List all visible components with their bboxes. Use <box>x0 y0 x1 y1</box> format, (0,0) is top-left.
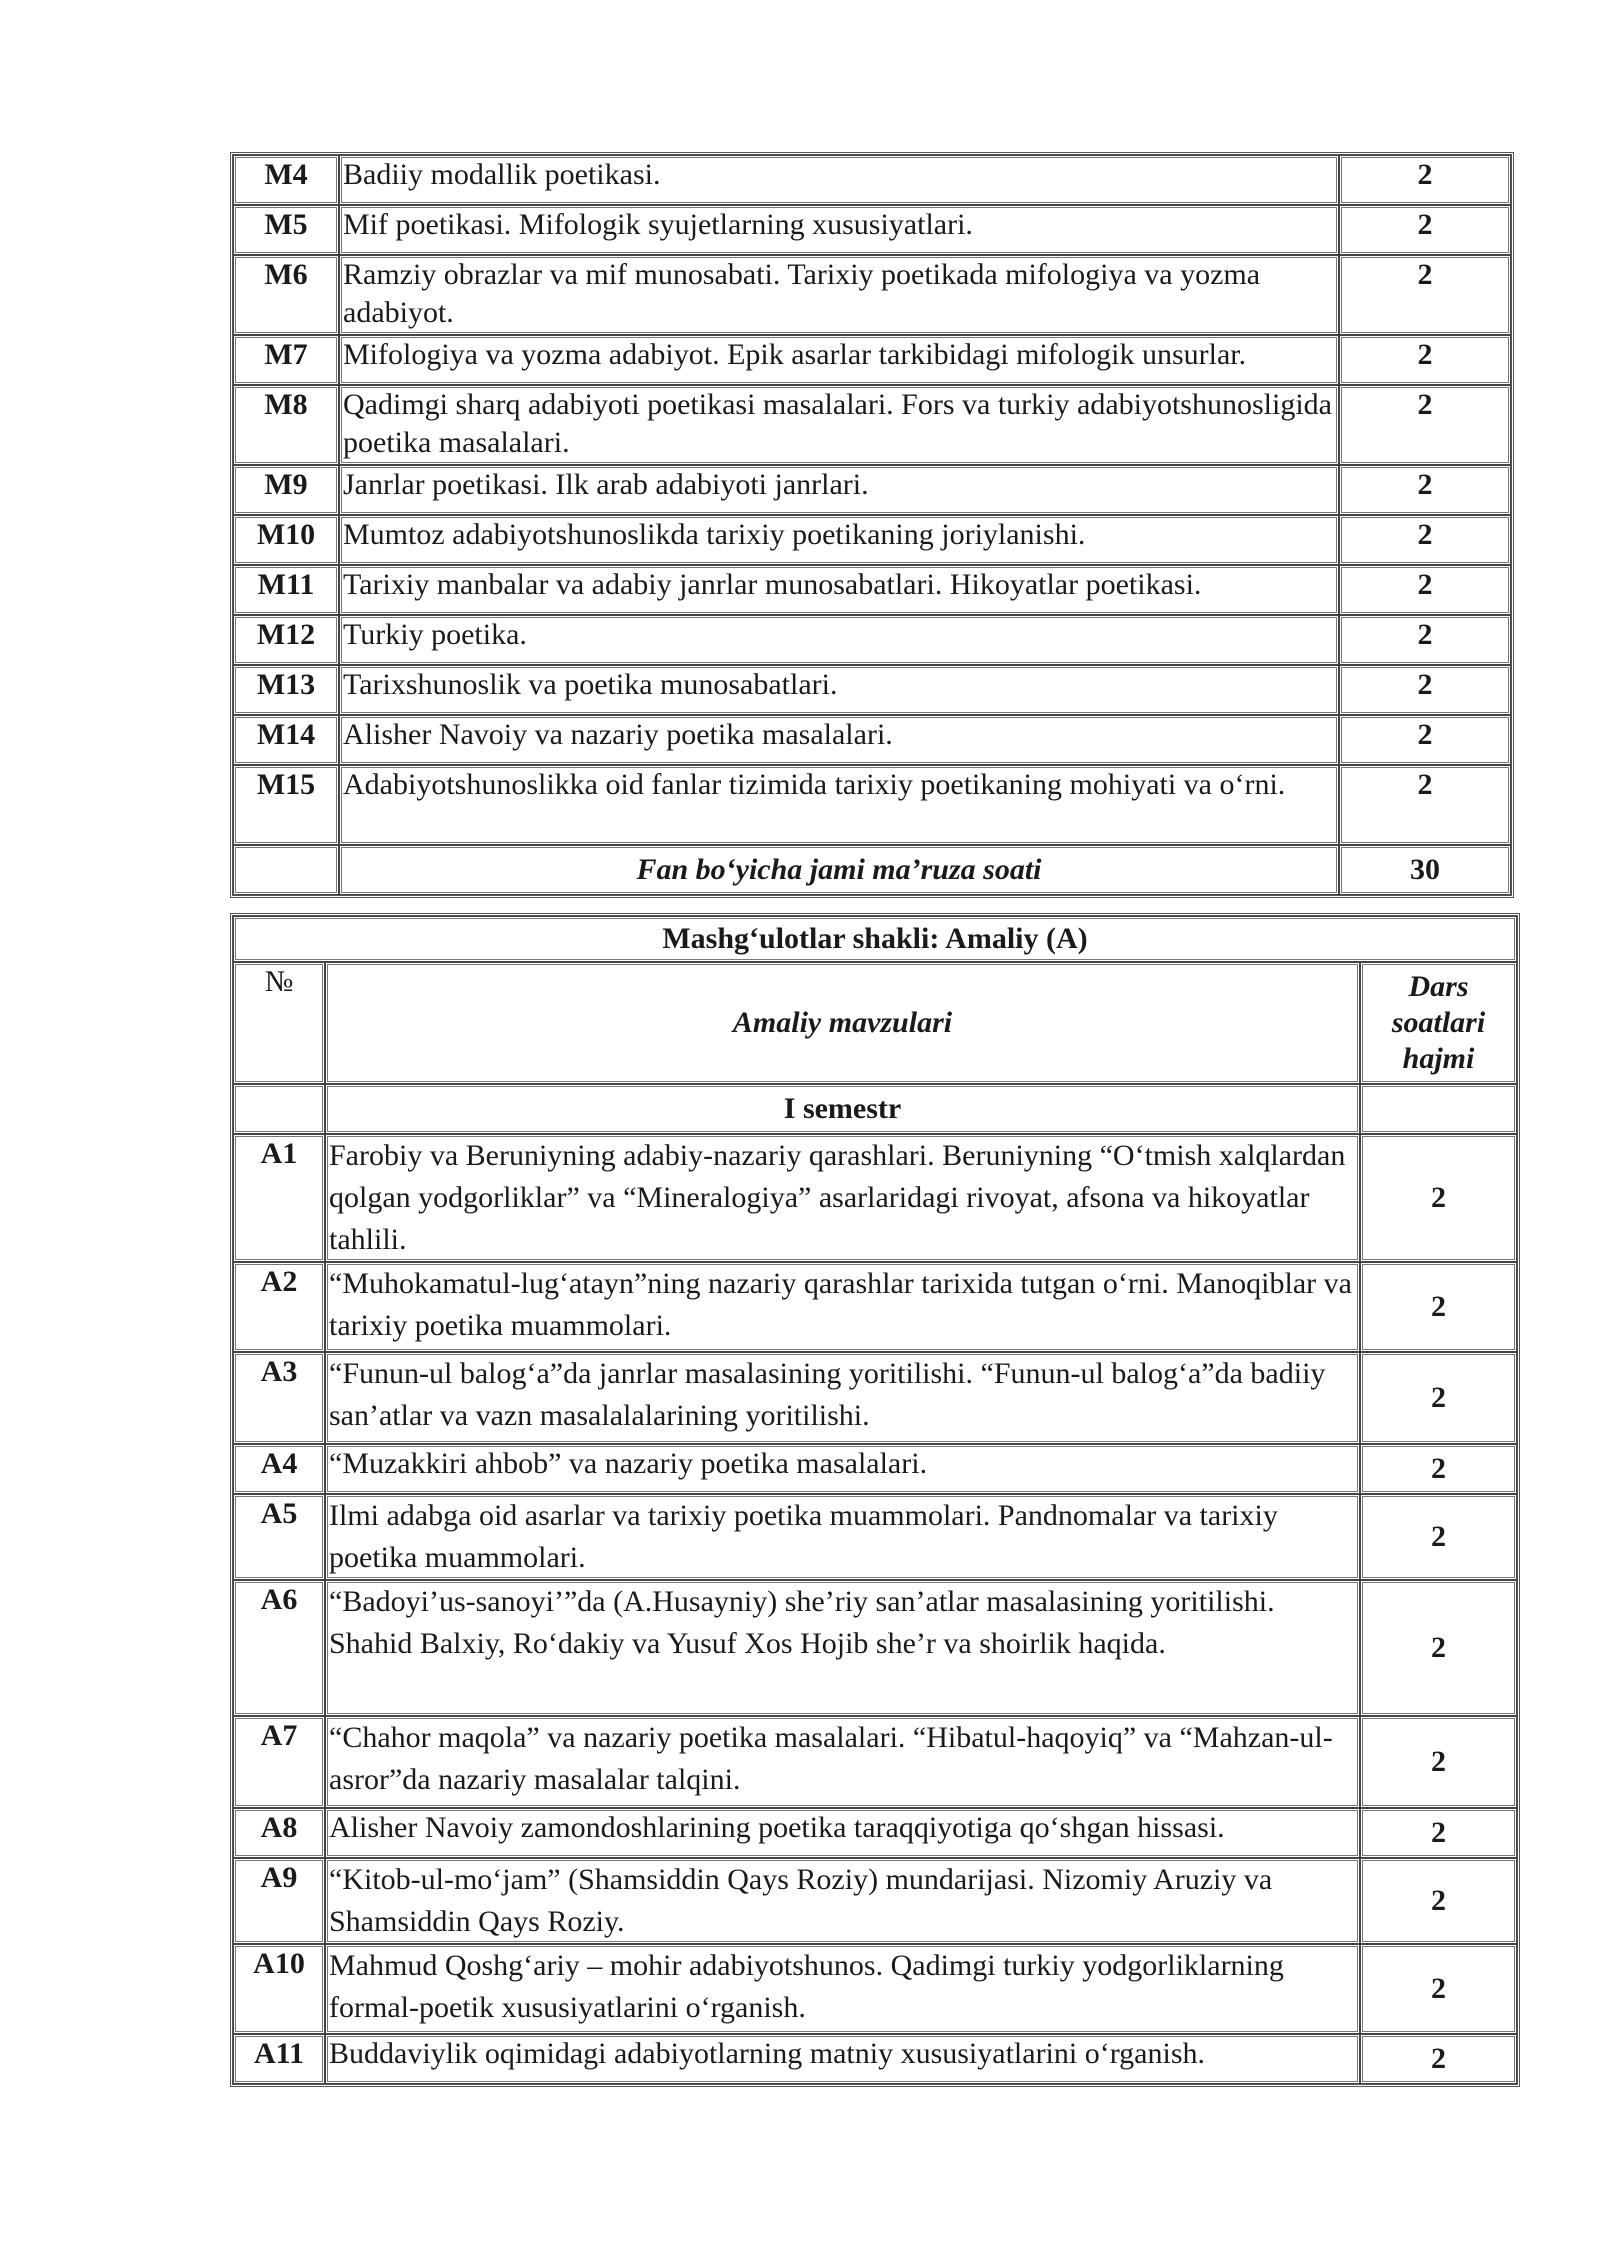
lecture-hours: 2 <box>1339 565 1511 615</box>
practice-topic: Alisher Navoiy zamondoshlarining poetika taraqqiyotiga qo‘shgan hissasi. <box>325 1808 1360 1858</box>
lecture-code: M7 <box>233 335 339 385</box>
lecture-table <box>230 152 1514 898</box>
lecture-topic: Adabiyotshunoslikka oid fanlar tizimida tarixiy poetikaning mohiyati va o‘rni. <box>339 765 1339 845</box>
lecture-topic: Tarixiy manbalar va adabiy janrlar munosabatlari. Hikoyatlar poetikasi. <box>339 565 1339 615</box>
lecture-code: M11 <box>233 565 339 615</box>
lecture-topic: Mumtoz adabiyotshunoslikda tarixiy poetikaning joriylanishi. <box>339 515 1339 565</box>
practice-hours: 2 <box>1360 1352 1517 1444</box>
practice-code: A5 <box>233 1494 325 1580</box>
lecture-hours: 2 <box>1339 665 1511 715</box>
practice-row <box>233 1134 1517 1262</box>
practice-code: A9 <box>233 1858 325 1944</box>
semester-spacer <box>233 1084 325 1134</box>
practice-hours: 2 <box>1360 1580 1517 1716</box>
practice-topic: “Chahor maqola” va nazariy poetika masalalari. “Hibatul-haqoyiq” va “Mahzan-ul-asror”da nazariy masalalar talqini. <box>325 1716 1360 1808</box>
practice-topic: Buddaviylik oqimidagi adabiyotlarning matniy xususiyatlarini o‘rganish. <box>325 2034 1360 2084</box>
practice-topic: “Muzakkiri ahbob” va nazariy poetika masalalari. <box>325 1444 1360 1494</box>
lecture-row <box>233 385 1511 465</box>
practice-hours: 2 <box>1360 1808 1517 1858</box>
lecture-total-spacer <box>233 845 339 895</box>
lecture-code: M5 <box>233 205 339 255</box>
lecture-row <box>233 615 1511 665</box>
lecture-code: M15 <box>233 765 339 845</box>
lecture-hours: 2 <box>1339 615 1511 665</box>
practice-hours: 2 <box>1360 1494 1517 1580</box>
lecture-topic: Turkiy poetika. <box>339 615 1339 665</box>
practice-table <box>230 913 1520 2087</box>
practice-code: A4 <box>233 1444 325 1494</box>
practice-code: A6 <box>233 1580 325 1716</box>
header-number: № <box>233 962 325 1084</box>
lecture-hours: 2 <box>1339 155 1511 205</box>
lecture-topic: Mifologiya va yozma adabiyot. Epik asarlar tarkibidagi mifologik unsurlar. <box>339 335 1339 385</box>
lecture-topic: Tarixshunoslik va poetika munosabatlari. <box>339 665 1339 715</box>
lecture-topic: Ramziy obrazlar va mif munosabati. Tarixiy poetikada mifologiya va yozma adabiyot. <box>339 255 1339 335</box>
practice-code: A7 <box>233 1716 325 1808</box>
practice-topic: “Muhokamatul-lug‘atayn”ning nazariy qarashlar tarixida tutgan o‘rni. Manoqiblar va tarixiy poetika muammolari. <box>325 1262 1360 1352</box>
lecture-topic: Badiiy modallik poetikasi. <box>339 155 1339 205</box>
lecture-code: M10 <box>233 515 339 565</box>
lecture-topic: Qadimgi sharq adabiyoti poetikasi masalalari. Fors va turkiy adabiyotshunosligida poetika masalalari. <box>339 385 1339 465</box>
lecture-code: M8 <box>233 385 339 465</box>
lecture-total-hours: 30 <box>1339 845 1511 895</box>
practice-hours: 2 <box>1360 1262 1517 1352</box>
semester-label: I semestr <box>325 1084 1360 1134</box>
practice-topic: “Kitob-ul-mo‘jam” (Shamsiddin Qays Roziy) mundarijasi. Nizomiy Aruziy va Shamsiddin Qays Roziy. <box>325 1858 1360 1944</box>
practice-code: A11 <box>233 2034 325 2084</box>
lecture-row <box>233 335 1511 385</box>
practice-hours: 2 <box>1360 1134 1517 1262</box>
lecture-total-label: Fan bo‘yicha jami ma’ruza soati <box>339 845 1339 895</box>
practice-row <box>233 1716 1517 1808</box>
practice-topic: Farobiy va Beruniyning adabiy-nazariy qarashlari. Beruniyning “O‘tmish xalqlardan qolgan yodgorliklar” va “Mineralogiya” asarlaridagi rivoyat, afsona va hikoyatlar tahlili. <box>325 1134 1360 1262</box>
practice-row <box>233 1808 1517 1858</box>
lecture-topic: Mif poetikasi. Mifologik syujetlarning xususiyatlari. <box>339 205 1339 255</box>
lecture-hours: 2 <box>1339 515 1511 565</box>
practice-row <box>233 1858 1517 1944</box>
lecture-row <box>233 465 1511 515</box>
lecture-row <box>233 205 1511 255</box>
practice-row <box>233 1494 1517 1580</box>
practice-hours: 2 <box>1360 1716 1517 1808</box>
practice-hours: 2 <box>1360 1944 1517 2034</box>
lecture-row <box>233 155 1511 205</box>
lecture-hours: 2 <box>1339 385 1511 465</box>
lecture-hours: 2 <box>1339 205 1511 255</box>
practice-heading: Mashg‘ulotlar shakli: Amaliy (A) <box>233 916 1517 962</box>
lecture-code: M6 <box>233 255 339 335</box>
lecture-hours: 2 <box>1339 255 1511 335</box>
lecture-row <box>233 255 1511 335</box>
lecture-row <box>233 515 1511 565</box>
practice-topic: “Funun-ul balog‘a”da janrlar masalasining yoritilishi. “Funun-ul balog‘a”da badiiy san’atlar va vazn masalalalarining yoritilishi. <box>325 1352 1360 1444</box>
practice-header-row <box>233 962 1517 1084</box>
practice-topic: “Badoyi’us-sanoyi’”da (A.Husayniy) she’riy san’atlar masalasining yoritilishi. Shahid Balxiy, Ro‘dakiy va Yusuf Xos Hojib she’r va shoirlik haqida. <box>325 1580 1360 1716</box>
practice-hours: 2 <box>1360 1858 1517 1944</box>
practice-row <box>233 2034 1517 2084</box>
lecture-hours: 2 <box>1339 465 1511 515</box>
lecture-code: M9 <box>233 465 339 515</box>
practice-hours: 2 <box>1360 2034 1517 2084</box>
lecture-topic: Alisher Navoiy va nazariy poetika masalalari. <box>339 715 1339 765</box>
semester-spacer-right <box>1360 1084 1517 1134</box>
practice-row <box>233 1352 1517 1444</box>
practice-code: A1 <box>233 1134 325 1262</box>
practice-row <box>233 1580 1517 1716</box>
practice-code: A2 <box>233 1262 325 1352</box>
lecture-code: M13 <box>233 665 339 715</box>
practice-row <box>233 1444 1517 1494</box>
practice-code: A3 <box>233 1352 325 1444</box>
lecture-hours: 2 <box>1339 765 1511 845</box>
practice-topic: Ilmi adabga oid asarlar va tarixiy poetika muammolari. Pandnomalar va tarixiy poetika muammolari. <box>325 1494 1360 1580</box>
lecture-hours: 2 <box>1339 335 1511 385</box>
header-topic: Amaliy mavzulari <box>325 962 1360 1084</box>
lecture-topic: Janrlar poetikasi. Ilk arab adabiyoti janrlari. <box>339 465 1339 515</box>
lecture-code: M14 <box>233 715 339 765</box>
practice-row <box>233 1262 1517 1352</box>
header-hours: Dars soatlari hajmi <box>1360 962 1517 1084</box>
practice-code: A8 <box>233 1808 325 1858</box>
semester-row <box>233 1084 1517 1134</box>
practice-topic: Mahmud Qoshg‘ariy – mohir adabiyotshunos. Qadimgi turkiy yodgorliklarning formal-poetik xususiyatlarini o‘rganish. <box>325 1944 1360 2034</box>
lecture-total-row <box>233 845 1511 895</box>
lecture-row <box>233 765 1511 845</box>
lecture-row <box>233 665 1511 715</box>
lecture-code: M12 <box>233 615 339 665</box>
lecture-code: M4 <box>233 155 339 205</box>
lecture-row <box>233 565 1511 615</box>
practice-row <box>233 1944 1517 2034</box>
practice-heading-row <box>233 916 1517 962</box>
practice-hours: 2 <box>1360 1444 1517 1494</box>
lecture-row <box>233 715 1511 765</box>
practice-code: A10 <box>233 1944 325 2034</box>
lecture-hours: 2 <box>1339 715 1511 765</box>
